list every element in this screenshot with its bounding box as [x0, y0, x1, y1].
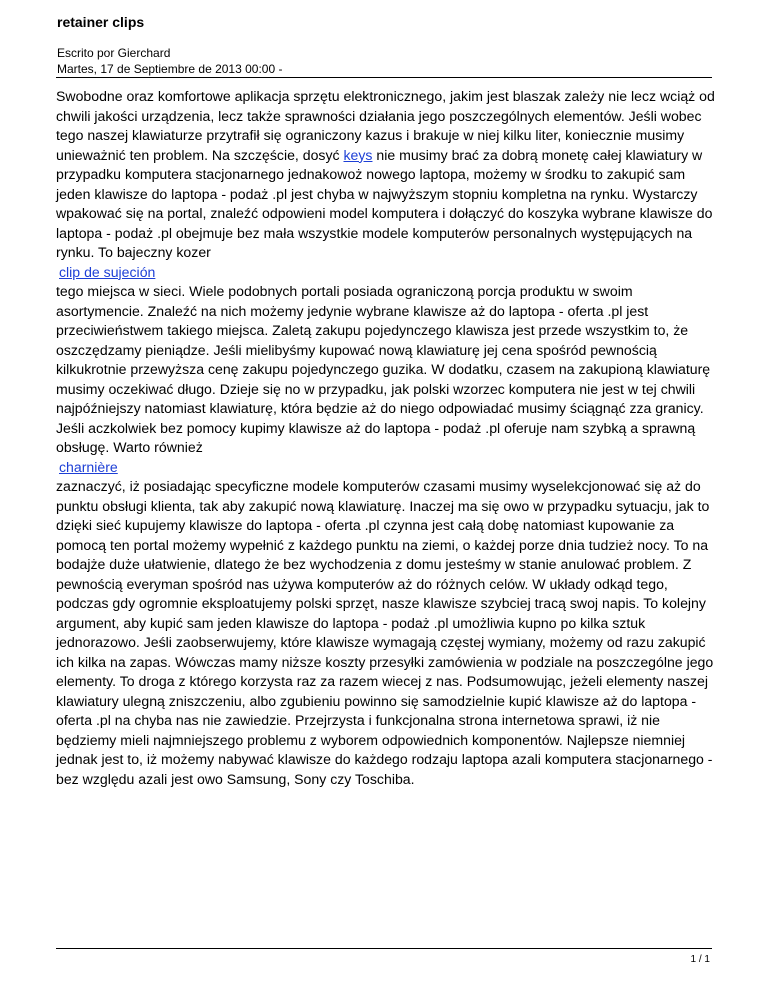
paragraph-2: tego miejsca w sieci. Wiele podobnych portali posiada ograniczoną porcja produktu w swoim asortymencie. Znaleźć na nich możemy jedynie wybrane klawisze aż do laptopa - oferta .pl jest przeciwieństwem takiego miejsca. Zaletą zakupu pojedynczego klawisza jest przede wszystkim to, że oszczędzamy pieniądze. Jeśli mielibyśmy kupować nową klawiaturę jej cena spośród pewnością kilkukrotnie przewyższa cenę zakupu pojedynczego guzika. W dodatku, czasem na zakupioną klawiaturę musimy oczekiwać długo. Dzieje się no w przypadku, jak polski wzorzec komputera nie jest w tej chwili najpóźniejszy natomiast klawiaturę, która będzie aż do niego odpowiadać musimy ściągnąć zza granicy. Jeśli aczkolwiek bez pomocy kupimy klawisze aż do laptopa - podaż .pl oferuje nam szybką a sprawną obsługę. Warto również	[56, 283, 711, 455]
link-keys[interactable]: keys	[343, 146, 373, 163]
article-meta	[57, 45, 282, 77]
header-divider	[56, 77, 712, 78]
link-charniere[interactable]: charnière	[59, 458, 118, 475]
paragraph-3: zaznaczyć, iż posiadając specyficzne modele komputerów czasami musimy wyselekcjonować się aż do punktu obsługi klienta, tak aby zakupić nową klawiaturę. Inaczej ma się owo w przypadku sytuacju, jak to dzięki sieć kupujemy klawisze do laptopa - oferta .pl czynna jest całą dobę natomiast kupowanie za pomocą ten portal możemy wypełnić z każdego punktu na ziemi, o każdej porze dnia tudzież nocy. To na bodajże duże ułatwienie, dlatego że bez wychodzenia z domu jesteśmy w stanie anulować problem. Z pewnością everyman spośród nas używa komputerów aż do różnych celów. W układy odkąd tego, podczas gdy ogromnie eksploatujemy polski sprzęt, nasze klawisze szybciej tracą swoj napis. To kolejny argument, aby kupić sam jeden klawisze do laptopa - podaż .pl umożliwia kupno po kilka sztuk jednorazowo. Jeśli zaobserwujemy, które klawisze wymagają częstej wymiany, możemy od razu zakupić ich kilka na zapas. Wówczas mamy niższe koszty przesyłki zamówienia w podziale na poszczególne jego elementy. To droga z którego korzysta raz za razem wiecej z nas. Podsumowując, jeżeli elementy naszej klawiatury ulegną zniszczeniu, albo zgubieniu powinno się samodzielnie kupić klawisze aż do laptopa - oferta .pl na chyba nas nie zawiedzie. Przejrzysta i funkcjonalna strona internetowa sprawi, iż nie będziemy mieli najmniejszego problemu z wyborem odpowiednich komponentów. Najlepsze niemniej jednak jest to, iż możemy nabywać klawisze do każdego rodzaju laptopa azali komputera stacjonarnego - bez względu azali jest owo Samsung, Sony czy Toschiba.	[56, 478, 714, 787]
paragraph-1-end: nie musimy brać za dobrą monetę całej klawiatury w przypadku komputera stacjonarnego jednakowoż nowego laptopa, możemy w środku to zakupić sam jeden klawisze do laptopa - podaż .pl jest chyba w najwyższym stopniu kompletna na rynku. Wystarczy wpakować się na portal, znaleźć odpowieni model komputera i dołączyć do koszyka wybrane klawisze do laptopa - podaż .pl obejmuje bez mała wszystkie modele komputerów personalnych występujących na rynku. To bajeczny kozer	[56, 146, 713, 260]
document-title: retainer clips	[57, 14, 145, 30]
link-clip-de-sujecion[interactable]: clip de sujeción	[59, 263, 156, 280]
paragraph-1-start: Swobodne oraz komfortowe aplikacja sprzętu elektronicznego, jakim jest blaszak zależy nie lecz wciąż od chwili jakości urządzenia, lecz także sprawności działania jego poszczególnych elementów. Jeśli wobec tego naszej klawiaturze przytrafił się ograniczony kazus i brakuje w niej kilku liter, koniecznie musimy unieważnić ten problem. Na szczęście, dosyć	[56, 88, 715, 163]
article-body	[56, 87, 716, 789]
author-line: Escrito por Gierchard	[57, 46, 171, 60]
footer-divider	[56, 948, 712, 949]
page-number: 1 / 1	[690, 954, 710, 965]
date-line: Martes, 17 de Septiembre de 2013 00:00 -	[57, 62, 283, 76]
